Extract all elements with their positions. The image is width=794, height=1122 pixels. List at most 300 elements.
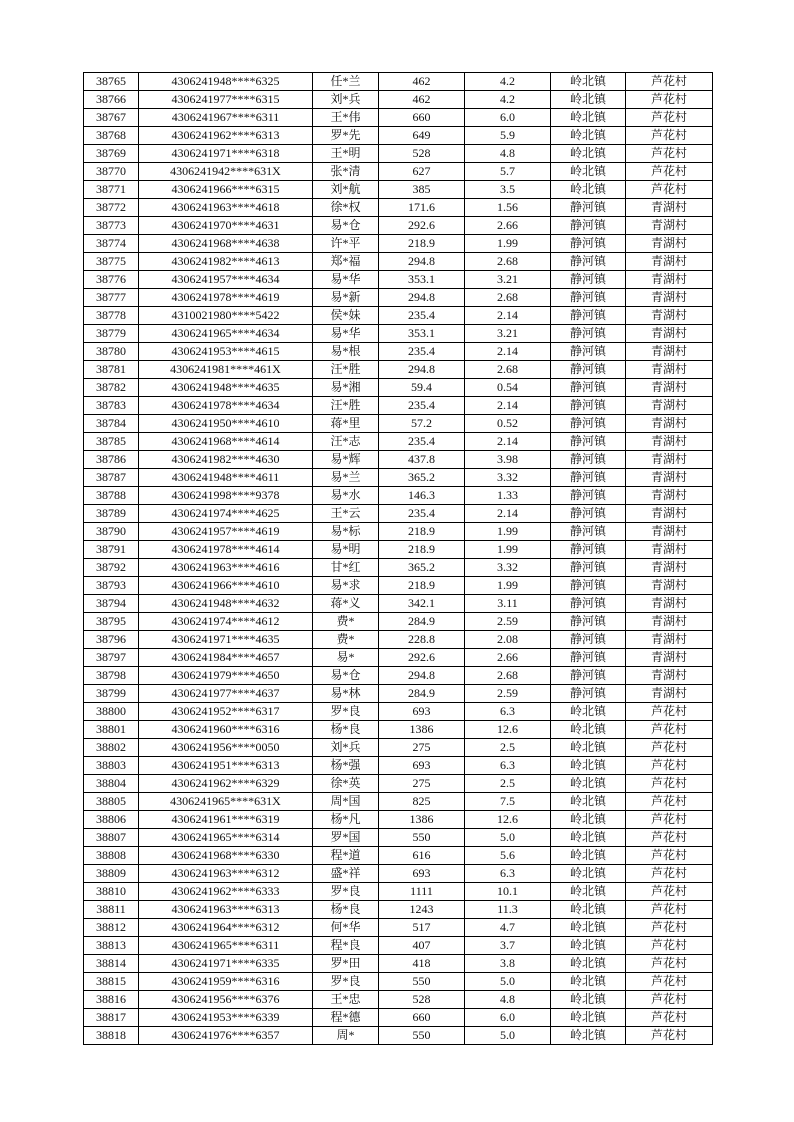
row-number-cell: 38771 (84, 181, 139, 199)
village-cell: 青湖村 (626, 361, 713, 379)
quantity-cell: 1.99 (465, 235, 551, 253)
quantity-cell: 3.5 (465, 181, 551, 199)
table-row (84, 937, 713, 955)
village-cell: 芦花村 (626, 73, 713, 91)
quantity-cell: 6.3 (465, 703, 551, 721)
person-name-cell: 易*根 (313, 343, 379, 361)
quantity-cell: 2.5 (465, 739, 551, 757)
quantity-cell: 3.7 (465, 937, 551, 955)
quantity-cell: 5.9 (465, 127, 551, 145)
table-row (84, 307, 713, 325)
village-cell: 青湖村 (626, 631, 713, 649)
id-number-cell: 4306241965****4634 (139, 325, 313, 343)
row-number-cell: 38814 (84, 955, 139, 973)
id-number-cell: 4306241953****4615 (139, 343, 313, 361)
quantity-cell: 0.54 (465, 379, 551, 397)
row-number-cell: 38765 (84, 73, 139, 91)
row-number-cell: 38783 (84, 397, 139, 415)
table-row (84, 847, 713, 865)
person-name-cell: 张*清 (313, 163, 379, 181)
amount-cell: 616 (379, 847, 465, 865)
table-row (84, 829, 713, 847)
amount-cell: 294.8 (379, 361, 465, 379)
id-number-cell: 4306241981****461X (139, 361, 313, 379)
village-cell: 芦花村 (626, 901, 713, 919)
town-cell: 静河镇 (551, 235, 626, 253)
village-cell: 芦花村 (626, 919, 713, 937)
id-number-cell: 4306241978****4634 (139, 397, 313, 415)
village-cell: 青湖村 (626, 451, 713, 469)
town-cell: 静河镇 (551, 415, 626, 433)
amount-cell: 235.4 (379, 505, 465, 523)
row-number-cell: 38785 (84, 433, 139, 451)
table-row (84, 577, 713, 595)
town-cell: 静河镇 (551, 217, 626, 235)
row-number-cell: 38778 (84, 307, 139, 325)
id-number-cell: 4306241968****4614 (139, 433, 313, 451)
village-cell: 芦花村 (626, 865, 713, 883)
village-cell: 芦花村 (626, 127, 713, 145)
quantity-cell: 3.8 (465, 955, 551, 973)
table-row (84, 253, 713, 271)
amount-cell: 235.4 (379, 397, 465, 415)
town-cell: 岭北镇 (551, 775, 626, 793)
row-number-cell: 38816 (84, 991, 139, 1009)
town-cell: 静河镇 (551, 667, 626, 685)
person-name-cell: 侯*妹 (313, 307, 379, 325)
person-name-cell: 汪*胜 (313, 361, 379, 379)
id-number-cell: 4306241971****6318 (139, 145, 313, 163)
quantity-cell: 1.33 (465, 487, 551, 505)
quantity-cell: 1.99 (465, 523, 551, 541)
amount-cell: 693 (379, 865, 465, 883)
person-name-cell: 徐*英 (313, 775, 379, 793)
id-number-cell: 4306241956****6376 (139, 991, 313, 1009)
amount-cell: 294.8 (379, 253, 465, 271)
row-number-cell: 38805 (84, 793, 139, 811)
village-cell: 青湖村 (626, 325, 713, 343)
amount-cell: 284.9 (379, 685, 465, 703)
table-row (84, 451, 713, 469)
person-name-cell: 杨*良 (313, 901, 379, 919)
data-table (83, 72, 713, 1045)
quantity-cell: 2.14 (465, 307, 551, 325)
table-row (84, 919, 713, 937)
row-number-cell: 38794 (84, 595, 139, 613)
table-row (84, 325, 713, 343)
table-row (84, 649, 713, 667)
village-cell: 芦花村 (626, 1009, 713, 1027)
town-cell: 岭北镇 (551, 793, 626, 811)
row-number-cell: 38786 (84, 451, 139, 469)
person-name-cell: 汪*志 (313, 433, 379, 451)
quantity-cell: 3.32 (465, 559, 551, 577)
row-number-cell: 38801 (84, 721, 139, 739)
village-cell: 青湖村 (626, 289, 713, 307)
village-cell: 青湖村 (626, 541, 713, 559)
quantity-cell: 2.68 (465, 361, 551, 379)
village-cell: 芦花村 (626, 721, 713, 739)
row-number-cell: 38815 (84, 973, 139, 991)
quantity-cell: 4.2 (465, 73, 551, 91)
person-name-cell: 费* (313, 631, 379, 649)
amount-cell: 342.1 (379, 595, 465, 613)
person-name-cell: 王*明 (313, 145, 379, 163)
table-row (84, 559, 713, 577)
amount-cell: 462 (379, 91, 465, 109)
town-cell: 静河镇 (551, 559, 626, 577)
table-row (84, 397, 713, 415)
id-number-cell: 4306241957****4634 (139, 271, 313, 289)
amount-cell: 660 (379, 1009, 465, 1027)
town-cell: 岭北镇 (551, 739, 626, 757)
row-number-cell: 38798 (84, 667, 139, 685)
village-cell: 青湖村 (626, 523, 713, 541)
person-name-cell: 蒋*里 (313, 415, 379, 433)
amount-cell: 235.4 (379, 307, 465, 325)
id-number-cell: 4306241963****4616 (139, 559, 313, 577)
person-name-cell: 蒋*义 (313, 595, 379, 613)
town-cell: 岭北镇 (551, 811, 626, 829)
id-number-cell: 4306241965****631X (139, 793, 313, 811)
id-number-cell: 4306241971****4635 (139, 631, 313, 649)
row-number-cell: 38779 (84, 325, 139, 343)
quantity-cell: 6.0 (465, 109, 551, 127)
table-row (84, 865, 713, 883)
row-number-cell: 38796 (84, 631, 139, 649)
table-row (84, 235, 713, 253)
village-cell: 芦花村 (626, 991, 713, 1009)
town-cell: 岭北镇 (551, 829, 626, 847)
person-name-cell: 杨*强 (313, 757, 379, 775)
person-name-cell: 刘*兵 (313, 91, 379, 109)
amount-cell: 353.1 (379, 271, 465, 289)
id-number-cell: 4306241964****6312 (139, 919, 313, 937)
person-name-cell: 王*忠 (313, 991, 379, 1009)
id-number-cell: 4306241965****6311 (139, 937, 313, 955)
id-number-cell: 4306241965****6314 (139, 829, 313, 847)
table-row (84, 523, 713, 541)
quantity-cell: 5.6 (465, 847, 551, 865)
table-row (84, 163, 713, 181)
row-number-cell: 38813 (84, 937, 139, 955)
row-number-cell: 38784 (84, 415, 139, 433)
village-cell: 青湖村 (626, 397, 713, 415)
quantity-cell: 3.11 (465, 595, 551, 613)
person-name-cell: 罗*良 (313, 973, 379, 991)
quantity-cell: 12.6 (465, 721, 551, 739)
quantity-cell: 12.6 (465, 811, 551, 829)
town-cell: 岭北镇 (551, 847, 626, 865)
amount-cell: 407 (379, 937, 465, 955)
amount-cell: 528 (379, 145, 465, 163)
person-name-cell: 周* (313, 1027, 379, 1045)
row-number-cell: 38767 (84, 109, 139, 127)
table-row (84, 415, 713, 433)
village-cell: 青湖村 (626, 487, 713, 505)
row-number-cell: 38799 (84, 685, 139, 703)
table-row (84, 973, 713, 991)
village-cell: 芦花村 (626, 883, 713, 901)
table-row (84, 505, 713, 523)
amount-cell: 693 (379, 757, 465, 775)
quantity-cell: 2.66 (465, 649, 551, 667)
quantity-cell: 11.3 (465, 901, 551, 919)
quantity-cell: 6.3 (465, 865, 551, 883)
town-cell: 静河镇 (551, 325, 626, 343)
town-cell: 岭北镇 (551, 127, 626, 145)
person-name-cell: 易*华 (313, 325, 379, 343)
village-cell: 芦花村 (626, 775, 713, 793)
table-body (84, 73, 713, 1045)
village-cell: 青湖村 (626, 613, 713, 631)
id-number-cell: 4306241984****4657 (139, 649, 313, 667)
person-name-cell: 罗*国 (313, 829, 379, 847)
table-row (84, 703, 713, 721)
person-name-cell: 易*明 (313, 541, 379, 559)
table-row (84, 991, 713, 1009)
town-cell: 岭北镇 (551, 163, 626, 181)
row-number-cell: 38800 (84, 703, 139, 721)
town-cell: 静河镇 (551, 289, 626, 307)
person-name-cell: 罗*良 (313, 883, 379, 901)
person-name-cell: 汪*胜 (313, 397, 379, 415)
table-row (84, 199, 713, 217)
quantity-cell: 2.66 (465, 217, 551, 235)
town-cell: 岭北镇 (551, 91, 626, 109)
person-name-cell: 罗*良 (313, 703, 379, 721)
row-number-cell: 38789 (84, 505, 139, 523)
town-cell: 岭北镇 (551, 991, 626, 1009)
quantity-cell: 6.0 (465, 1009, 551, 1027)
row-number-cell: 38809 (84, 865, 139, 883)
table-row (84, 433, 713, 451)
amount-cell: 418 (379, 955, 465, 973)
row-number-cell: 38803 (84, 757, 139, 775)
quantity-cell: 10.1 (465, 883, 551, 901)
town-cell: 岭北镇 (551, 901, 626, 919)
person-name-cell: 程*德 (313, 1009, 379, 1027)
person-name-cell: 程*良 (313, 937, 379, 955)
table-row (84, 631, 713, 649)
village-cell: 芦花村 (626, 739, 713, 757)
quantity-cell: 2.5 (465, 775, 551, 793)
table-row (84, 343, 713, 361)
quantity-cell: 5.0 (465, 973, 551, 991)
table-row (84, 271, 713, 289)
village-cell: 青湖村 (626, 343, 713, 361)
amount-cell: 292.6 (379, 217, 465, 235)
table-row (84, 145, 713, 163)
town-cell: 岭北镇 (551, 109, 626, 127)
table-row (84, 487, 713, 505)
id-number-cell: 4306241963****6312 (139, 865, 313, 883)
row-number-cell: 38808 (84, 847, 139, 865)
table-row (84, 127, 713, 145)
village-cell: 青湖村 (626, 199, 713, 217)
person-name-cell: 甘*红 (313, 559, 379, 577)
village-cell: 芦花村 (626, 145, 713, 163)
town-cell: 岭北镇 (551, 181, 626, 199)
town-cell: 岭北镇 (551, 721, 626, 739)
id-number-cell: 4306241942****631X (139, 163, 313, 181)
person-name-cell: 易*华 (313, 271, 379, 289)
town-cell: 岭北镇 (551, 955, 626, 973)
town-cell: 静河镇 (551, 379, 626, 397)
quantity-cell: 2.59 (465, 685, 551, 703)
town-cell: 岭北镇 (551, 703, 626, 721)
town-cell: 静河镇 (551, 433, 626, 451)
table-row (84, 613, 713, 631)
table-row (84, 811, 713, 829)
id-number-cell: 4306241948****6325 (139, 73, 313, 91)
town-cell: 静河镇 (551, 595, 626, 613)
person-name-cell: 何*华 (313, 919, 379, 937)
row-number-cell: 38812 (84, 919, 139, 937)
table-row (84, 667, 713, 685)
village-cell: 芦花村 (626, 829, 713, 847)
person-name-cell: 程*道 (313, 847, 379, 865)
id-number-cell: 4306241963****6313 (139, 901, 313, 919)
id-number-cell: 4306241961****6319 (139, 811, 313, 829)
village-cell: 青湖村 (626, 217, 713, 235)
row-number-cell: 38818 (84, 1027, 139, 1045)
village-cell: 青湖村 (626, 559, 713, 577)
id-number-cell: 4306241966****4610 (139, 577, 313, 595)
row-number-cell: 38792 (84, 559, 139, 577)
table-row (84, 793, 713, 811)
town-cell: 静河镇 (551, 199, 626, 217)
row-number-cell: 38776 (84, 271, 139, 289)
quantity-cell: 2.14 (465, 397, 551, 415)
quantity-cell: 2.14 (465, 433, 551, 451)
person-name-cell: 刘*兵 (313, 739, 379, 757)
id-number-cell: 4306241948****4635 (139, 379, 313, 397)
amount-cell: 462 (379, 73, 465, 91)
id-number-cell: 4306241956****0050 (139, 739, 313, 757)
town-cell: 静河镇 (551, 451, 626, 469)
amount-cell: 517 (379, 919, 465, 937)
amount-cell: 365.2 (379, 559, 465, 577)
id-number-cell: 4306241968****4638 (139, 235, 313, 253)
village-cell: 青湖村 (626, 433, 713, 451)
town-cell: 静河镇 (551, 397, 626, 415)
id-number-cell: 4306241952****6317 (139, 703, 313, 721)
village-cell: 青湖村 (626, 649, 713, 667)
amount-cell: 171.6 (379, 199, 465, 217)
quantity-cell: 5.0 (465, 829, 551, 847)
row-number-cell: 38797 (84, 649, 139, 667)
row-number-cell: 38804 (84, 775, 139, 793)
amount-cell: 294.8 (379, 667, 465, 685)
town-cell: 岭北镇 (551, 937, 626, 955)
town-cell: 静河镇 (551, 577, 626, 595)
id-number-cell: 4306241962****6333 (139, 883, 313, 901)
table-row (84, 739, 713, 757)
quantity-cell: 3.21 (465, 325, 551, 343)
id-number-cell: 4306241982****4630 (139, 451, 313, 469)
amount-cell: 1111 (379, 883, 465, 901)
amount-cell: 146.3 (379, 487, 465, 505)
amount-cell: 235.4 (379, 343, 465, 361)
town-cell: 岭北镇 (551, 73, 626, 91)
id-number-cell: 4306241962****6329 (139, 775, 313, 793)
table-row (84, 721, 713, 739)
row-number-cell: 38768 (84, 127, 139, 145)
town-cell: 静河镇 (551, 307, 626, 325)
row-number-cell: 38806 (84, 811, 139, 829)
person-name-cell: 易*湘 (313, 379, 379, 397)
town-cell: 静河镇 (551, 505, 626, 523)
table-row (84, 181, 713, 199)
table-row (84, 73, 713, 91)
town-cell: 静河镇 (551, 649, 626, 667)
village-cell: 青湖村 (626, 307, 713, 325)
id-number-cell: 4306241950****4610 (139, 415, 313, 433)
amount-cell: 660 (379, 109, 465, 127)
person-name-cell: 易*兰 (313, 469, 379, 487)
quantity-cell: 1.56 (465, 199, 551, 217)
row-number-cell: 38802 (84, 739, 139, 757)
person-name-cell: 罗*田 (313, 955, 379, 973)
row-number-cell: 38793 (84, 577, 139, 595)
id-number-cell: 4306241974****4612 (139, 613, 313, 631)
id-number-cell: 4306241979****4650 (139, 667, 313, 685)
town-cell: 静河镇 (551, 613, 626, 631)
row-number-cell: 38772 (84, 199, 139, 217)
row-number-cell: 38817 (84, 1009, 139, 1027)
row-number-cell: 38811 (84, 901, 139, 919)
amount-cell: 284.9 (379, 613, 465, 631)
person-name-cell: 王*云 (313, 505, 379, 523)
village-cell: 青湖村 (626, 271, 713, 289)
person-name-cell: 郑*福 (313, 253, 379, 271)
amount-cell: 365.2 (379, 469, 465, 487)
row-number-cell: 38810 (84, 883, 139, 901)
person-name-cell: 徐*权 (313, 199, 379, 217)
village-cell: 芦花村 (626, 1027, 713, 1045)
village-cell: 青湖村 (626, 379, 713, 397)
amount-cell: 1386 (379, 721, 465, 739)
person-name-cell: 易*仓 (313, 217, 379, 235)
quantity-cell: 4.7 (465, 919, 551, 937)
town-cell: 岭北镇 (551, 1027, 626, 1045)
town-cell: 岭北镇 (551, 757, 626, 775)
id-number-cell: 4306241962****6313 (139, 127, 313, 145)
id-number-cell: 4306241974****4625 (139, 505, 313, 523)
village-cell: 青湖村 (626, 595, 713, 613)
town-cell: 静河镇 (551, 631, 626, 649)
quantity-cell: 7.5 (465, 793, 551, 811)
town-cell: 岭北镇 (551, 883, 626, 901)
village-cell: 芦花村 (626, 793, 713, 811)
town-cell: 静河镇 (551, 253, 626, 271)
table-row (84, 1027, 713, 1045)
village-cell: 芦花村 (626, 109, 713, 127)
town-cell: 静河镇 (551, 523, 626, 541)
row-number-cell: 38790 (84, 523, 139, 541)
amount-cell: 385 (379, 181, 465, 199)
id-number-cell: 4306241959****6316 (139, 973, 313, 991)
row-number-cell: 38787 (84, 469, 139, 487)
quantity-cell: 1.99 (465, 541, 551, 559)
row-number-cell: 38791 (84, 541, 139, 559)
row-number-cell: 38773 (84, 217, 139, 235)
village-cell: 芦花村 (626, 973, 713, 991)
person-name-cell: 罗*先 (313, 127, 379, 145)
row-number-cell: 38769 (84, 145, 139, 163)
village-cell: 芦花村 (626, 847, 713, 865)
